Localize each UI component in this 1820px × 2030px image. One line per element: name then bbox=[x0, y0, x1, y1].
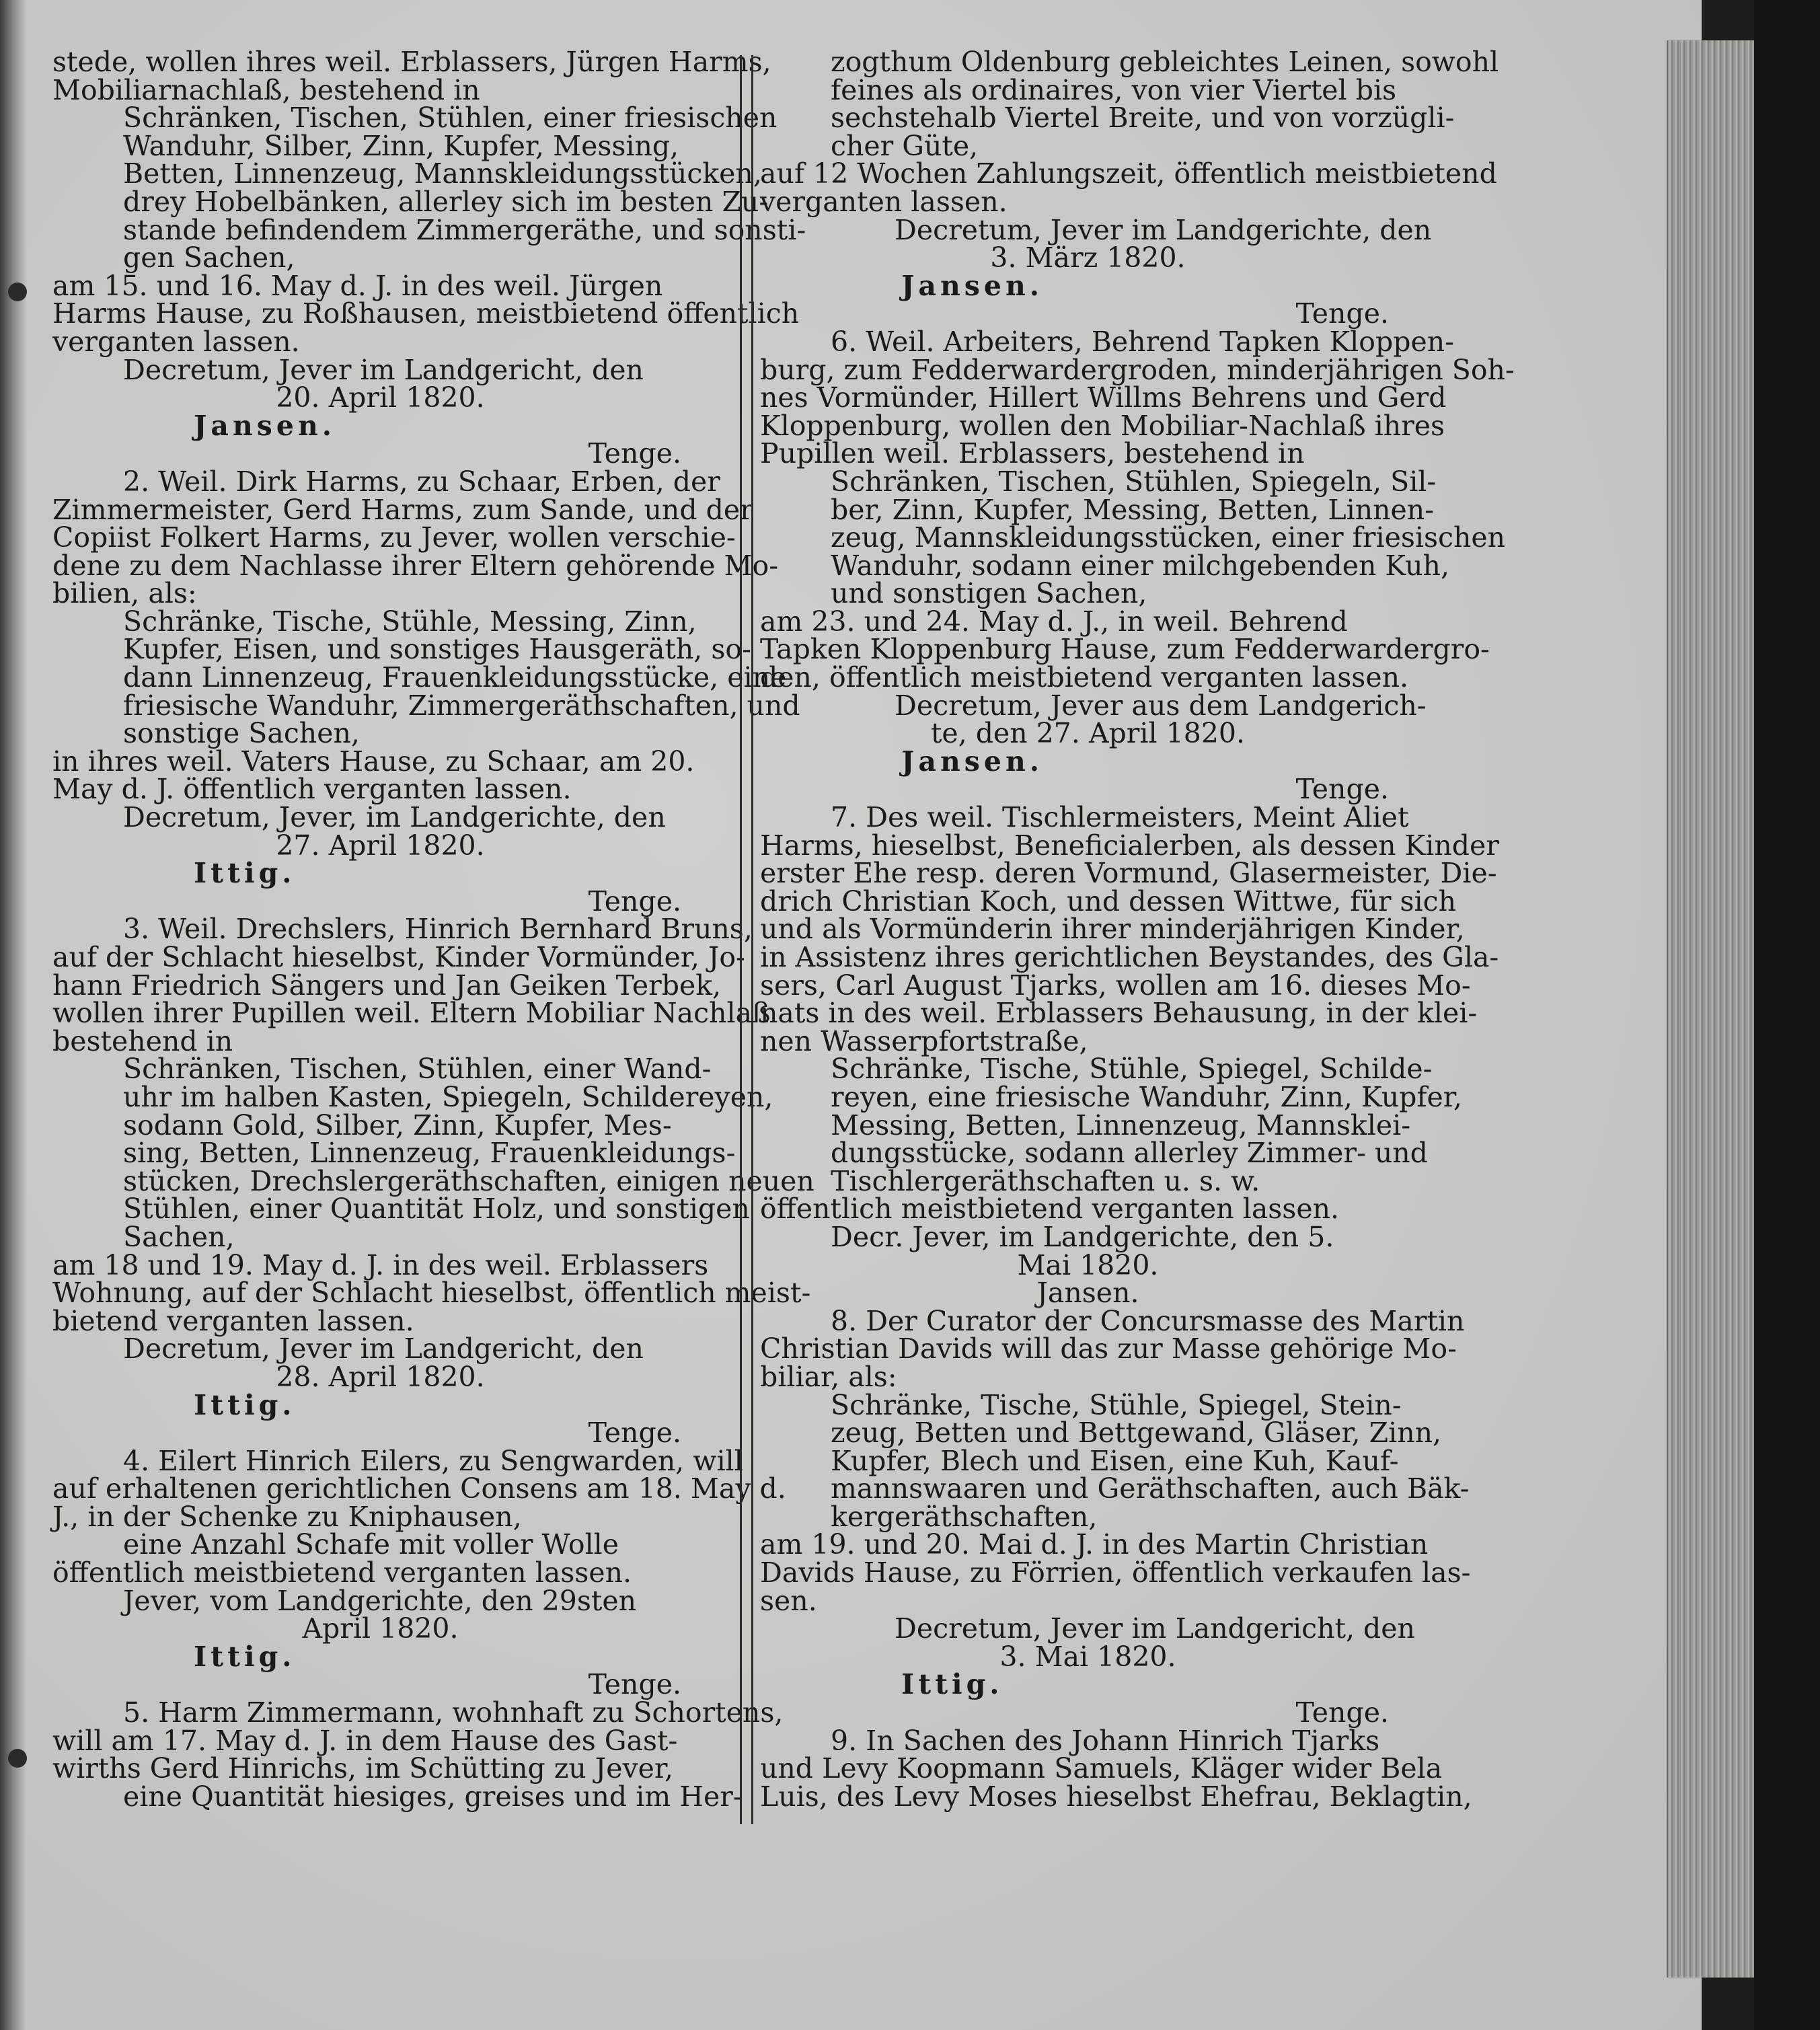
text-line: Tenge. bbox=[588, 437, 681, 470]
text-line: Ittig. bbox=[194, 1640, 296, 1673]
text-line: Decr. Jever, im Landgerichte, den 5. bbox=[831, 1220, 1334, 1253]
left-column bbox=[52, 46, 814, 1813]
text-line: drich Christian Koch, und dessen Wittwe, für sich bbox=[760, 885, 1457, 917]
text-line: Harms Hause, zu Roßhausen, meistbietend öffentlich bbox=[52, 297, 800, 330]
text-line: Zimmermeister, Gerd Harms, zum Sande, und der bbox=[52, 493, 753, 526]
text-line: nes Vormünder, Hillert Willms Behrens und Gerd bbox=[760, 381, 1447, 414]
text-line: Jever, vom Landgerichte, den 29sten bbox=[123, 1584, 637, 1617]
text-line: erster Ehe resp. deren Vormund, Glasermeister, Die- bbox=[760, 857, 1497, 890]
text-line: Wanduhr, Silber, Zinn, Kupfer, Messing, bbox=[123, 129, 679, 162]
text-line: 9. In Sachen des Johann Hinrich Tjarks bbox=[831, 1724, 1380, 1757]
right-column bbox=[760, 46, 1515, 1813]
text-line: 4. Eilert Hinrich Eilers, zu Sengwarden, will bbox=[123, 1444, 743, 1477]
text-line: 20. April 1820. bbox=[276, 381, 485, 414]
text-line: dann Linnenzeug, Frauenkleidungsstücke, eine bbox=[123, 661, 787, 694]
text-line: Mai 1820. bbox=[1017, 1248, 1159, 1281]
text-line: und sonstigen Sachen, bbox=[831, 577, 1147, 610]
text-line: te, den 27. April 1820. bbox=[930, 717, 1246, 750]
text-line: dene zu dem Nachlasse ihrer Eltern gehörende Mo- bbox=[52, 549, 779, 582]
text-line: drey Hobelbänken, allerley sich im besten Zu- bbox=[123, 185, 769, 218]
text-line: Decretum, Jever im Landgericht, den bbox=[895, 1612, 1415, 1645]
text-line: am 18 und 19. May d. J. in des weil. Erblassers bbox=[52, 1248, 709, 1281]
text-line: dungsstücke, sodann allerley Zimmer- und bbox=[831, 1137, 1428, 1170]
text-line: zeug, Mannskleidungsstücken, einer friesischen bbox=[831, 521, 1506, 554]
text-line: 28. April 1820. bbox=[276, 1360, 485, 1393]
text-line: uhr im halben Kasten, Spiegeln, Schildereyen, bbox=[123, 1080, 773, 1113]
text-line: Decretum, Jever im Landgericht, den bbox=[123, 353, 644, 386]
text-line: reyen, eine friesische Wanduhr, Zinn, Kupfer, bbox=[831, 1080, 1462, 1113]
text-line: Kupfer, Eisen, und sonstiges Hausgeräth, so- bbox=[123, 633, 751, 666]
text-line: Wohnung, auf der Schlacht hieselbst, öffentlich meist- bbox=[52, 1277, 811, 1310]
text-line: auf der Schlacht hieselbst, Kinder Vormünder, Jo- bbox=[52, 941, 745, 973]
text-line: Jansen. bbox=[1036, 1277, 1139, 1310]
text-line: Christian Davids will das zur Masse gehörige Mo- bbox=[760, 1332, 1457, 1365]
text-line: Decretum, Jever aus dem Landgerich- bbox=[895, 689, 1427, 722]
text-line: öffentlich meistbietend verganten lassen. bbox=[52, 1556, 632, 1589]
text-line: nats in des weil. Erblassers Behausung, in der klei- bbox=[760, 997, 1478, 1030]
text-line: Harms, hieselbst, Beneficialerben, als dessen Kinder bbox=[760, 829, 1499, 862]
text-line: sonstige Sachen, bbox=[123, 717, 360, 750]
text-line: 27. April 1820. bbox=[276, 829, 485, 862]
text-line: Betten, Linnenzeug, Mannskleidungsstücken, bbox=[123, 157, 762, 190]
text-line: Tischlergeräthschaften u. s. w. bbox=[831, 1164, 1260, 1197]
text-line: Jansen. bbox=[901, 269, 1044, 302]
text-line: Schränken, Tischen, Stühlen, einer friesischen bbox=[123, 102, 778, 135]
text-line: Jansen. bbox=[901, 745, 1044, 778]
text-line: sechstehalb Viertel Breite, und von vorzügli- bbox=[831, 102, 1455, 135]
text-line: Sachen, bbox=[123, 1220, 235, 1253]
text-line: Jansen. bbox=[194, 409, 336, 442]
text-line: Tenge. bbox=[588, 885, 681, 917]
text-line: burg, zum Fedderwardergroden, minderjährigen Soh- bbox=[760, 353, 1515, 386]
text-line: in Assistenz ihres gerichtlichen Beystandes, des Gla- bbox=[760, 941, 1499, 973]
text-line: und Levy Koopmann Samuels, Kläger wider Bela bbox=[760, 1752, 1443, 1785]
text-line: Davids Hause, zu Förrien, öffentlich verkaufen las- bbox=[760, 1556, 1471, 1589]
text-line: verganten lassen. bbox=[52, 325, 300, 358]
text-line: am 23. und 24. May d. J., in weil. Behrend bbox=[760, 605, 1348, 638]
text-line: 5. Harm Zimmermann, wohnhaft zu Schortens, bbox=[123, 1696, 784, 1729]
text-line: Pupillen weil. Erblassers, bestehend in bbox=[760, 437, 1305, 470]
text-line: verganten lassen. bbox=[760, 185, 1008, 218]
text-line: Messing, Betten, Linnenzeug, Mannsklei- bbox=[831, 1108, 1411, 1141]
text-line: Ittig. bbox=[194, 857, 296, 890]
text-line: 3. Mai 1820. bbox=[999, 1640, 1176, 1673]
text-line: wollen ihrer Pupillen weil. Eltern Mobiliar Nachlaß bbox=[52, 997, 771, 1030]
text-line: Decretum, Jever im Landgericht, den bbox=[123, 1332, 644, 1365]
text-line: J., in der Schenke zu Kniphausen, bbox=[52, 1500, 522, 1533]
text-line: Schränken, Tischen, Stühlen, Spiegeln, Sil- bbox=[831, 465, 1437, 498]
text-line: 6. Weil. Arbeiters, Behrend Tapken Kloppen- bbox=[831, 325, 1454, 358]
text-line: kergeräthschaften, bbox=[831, 1500, 1098, 1533]
text-line: Luis, des Levy Moses hieselbst Ehefrau, Beklagtin, bbox=[760, 1780, 1472, 1813]
text-line: 3. März 1820. bbox=[990, 241, 1186, 274]
text-line: eine Quantität hiesiges, greises und im Her- bbox=[123, 1780, 743, 1813]
text-line: den, öffentlich meistbietend verganten lassen. bbox=[760, 661, 1409, 694]
text-line: gen Sachen, bbox=[123, 241, 295, 274]
text-line: bilien, als: bbox=[52, 577, 197, 610]
text-line: sodann Gold, Silber, Zinn, Kupfer, Mes- bbox=[123, 1108, 672, 1141]
text-line: sen. bbox=[760, 1584, 817, 1617]
text-line: stede, wollen ihres weil. Erblassers, Jürgen Harms, bbox=[52, 46, 771, 78]
text-line: Copiist Folkert Harms, zu Jever, wollen verschie- bbox=[52, 521, 736, 554]
text-line: Decretum, Jever, im Landgerichte, den bbox=[123, 801, 666, 834]
text-line: bestehend in bbox=[52, 1024, 233, 1057]
text-line: stücken, Drechslergeräthschaften, einigen neuen bbox=[123, 1164, 814, 1197]
text-line: nen Wasserpfortstraße, bbox=[760, 1024, 1088, 1057]
text-line: 3. Weil. Drechslers, Hinrich Bernhard Bruns, bbox=[123, 913, 753, 946]
text-line: 2. Weil. Dirk Harms, zu Schaar, Erben, der bbox=[123, 465, 720, 498]
text-line: wirths Gerd Hinrichs, im Schütting zu Jever, bbox=[52, 1752, 674, 1785]
text-line: Schränke, Tische, Stühle, Spiegel, Stein- bbox=[831, 1388, 1402, 1421]
text-line: Tenge. bbox=[1295, 297, 1389, 330]
text-line: 7. Des weil. Tischlermeisters, Meint Aliet bbox=[831, 801, 1409, 834]
page-edges bbox=[1667, 40, 1755, 1978]
text-line: mannswaaren und Geräthschaften, auch Bäk- bbox=[831, 1472, 1470, 1505]
binding-hole bbox=[8, 1749, 27, 1768]
text-line: May d. J. öffentlich verganten lassen. bbox=[52, 773, 572, 806]
text-line: cher Güte, bbox=[831, 129, 979, 162]
text-line: Mobiliarnachlaß, bestehend in bbox=[52, 73, 480, 106]
text-line: ber, Zinn, Kupfer, Messing, Betten, Linnen- bbox=[831, 493, 1435, 526]
text-line: stande befindendem Zimmergeräthe, und sonsti- bbox=[123, 213, 806, 246]
text-line: und als Vormünderin ihrer minderjährigen Kinder, bbox=[760, 913, 1465, 946]
text-line: auf erhaltenen gerichtlichen Consens am 18. May d. bbox=[52, 1472, 786, 1505]
text-line: öffentlich meistbietend verganten lassen. bbox=[760, 1193, 1340, 1226]
text-line: Schränke, Tische, Stühle, Spiegel, Schilde- bbox=[831, 1053, 1433, 1086]
text-line: bietend verganten lassen. bbox=[52, 1304, 414, 1337]
text-line: eine Anzahl Schafe mit voller Wolle bbox=[123, 1528, 619, 1561]
binding-hole bbox=[8, 283, 27, 301]
text-line: Stühlen, einer Quantität Holz, und sonstigen bbox=[123, 1193, 750, 1226]
background-dark bbox=[1754, 0, 1820, 2030]
column-rule bbox=[740, 55, 753, 1824]
text-line: Tenge. bbox=[588, 1668, 681, 1701]
text-line: zogthum Oldenburg gebleichtes Leinen, sowohl bbox=[831, 46, 1499, 78]
text-line: feines als ordinaires, von vier Viertel bis bbox=[831, 73, 1397, 106]
text-line: am 15. und 16. May d. J. in des weil. Jürgen bbox=[52, 269, 663, 302]
text-line: Schränke, Tische, Stühle, Messing, Zinn, bbox=[123, 605, 697, 638]
text-line: April 1820. bbox=[302, 1612, 459, 1645]
text-line: Wanduhr, sodann einer milchgebenden Kuh, bbox=[831, 549, 1449, 582]
text-line: biliar, als: bbox=[760, 1360, 897, 1393]
text-line: 8. Der Curator der Concursmasse des Martin bbox=[831, 1304, 1465, 1337]
text-line: Ittig. bbox=[901, 1668, 1003, 1701]
text-line: hann Friedrich Sängers und Jan Geiken Terbek, bbox=[52, 969, 722, 1002]
text-line: Tapken Kloppenburg Hause, zum Fedderwardergro- bbox=[760, 633, 1490, 666]
text-line: friesische Wanduhr, Zimmergeräthschaften, und bbox=[123, 689, 800, 722]
text-line: Tenge. bbox=[1295, 1696, 1389, 1729]
text-line: zeug, Betten und Bettgewand, Gläser, Zinn, bbox=[831, 1417, 1442, 1450]
text-line: Ittig. bbox=[194, 1388, 296, 1421]
text-line: Decretum, Jever im Landgerichte, den bbox=[895, 213, 1432, 246]
text-line: sers, Carl August Tjarks, wollen am 16. dieses Mo- bbox=[760, 969, 1471, 1002]
text-line: Kloppenburg, wollen den Mobiliar-Nachlaß ihres bbox=[760, 409, 1445, 442]
text-line: Tenge. bbox=[1295, 773, 1389, 806]
text-line: Schränken, Tischen, Stühlen, einer Wand- bbox=[123, 1053, 712, 1086]
text-line: in ihres weil. Vaters Hause, zu Schaar, am 20. bbox=[52, 745, 695, 778]
binding-shadow bbox=[0, 0, 27, 2030]
text-line: Kupfer, Blech und Eisen, eine Kuh, Kauf- bbox=[831, 1444, 1399, 1477]
text-line: sing, Betten, Linnenzeug, Frauenkleidungs- bbox=[123, 1137, 736, 1170]
text-line: will am 17. May d. J. in dem Hause des Gast- bbox=[52, 1724, 678, 1757]
text-line: Tenge. bbox=[588, 1417, 681, 1450]
text-line: am 19. und 20. Mai d. J. in des Martin Christian bbox=[760, 1528, 1429, 1561]
text-line: auf 12 Wochen Zahlungszeit, öffentlich meistbietend bbox=[760, 157, 1497, 190]
